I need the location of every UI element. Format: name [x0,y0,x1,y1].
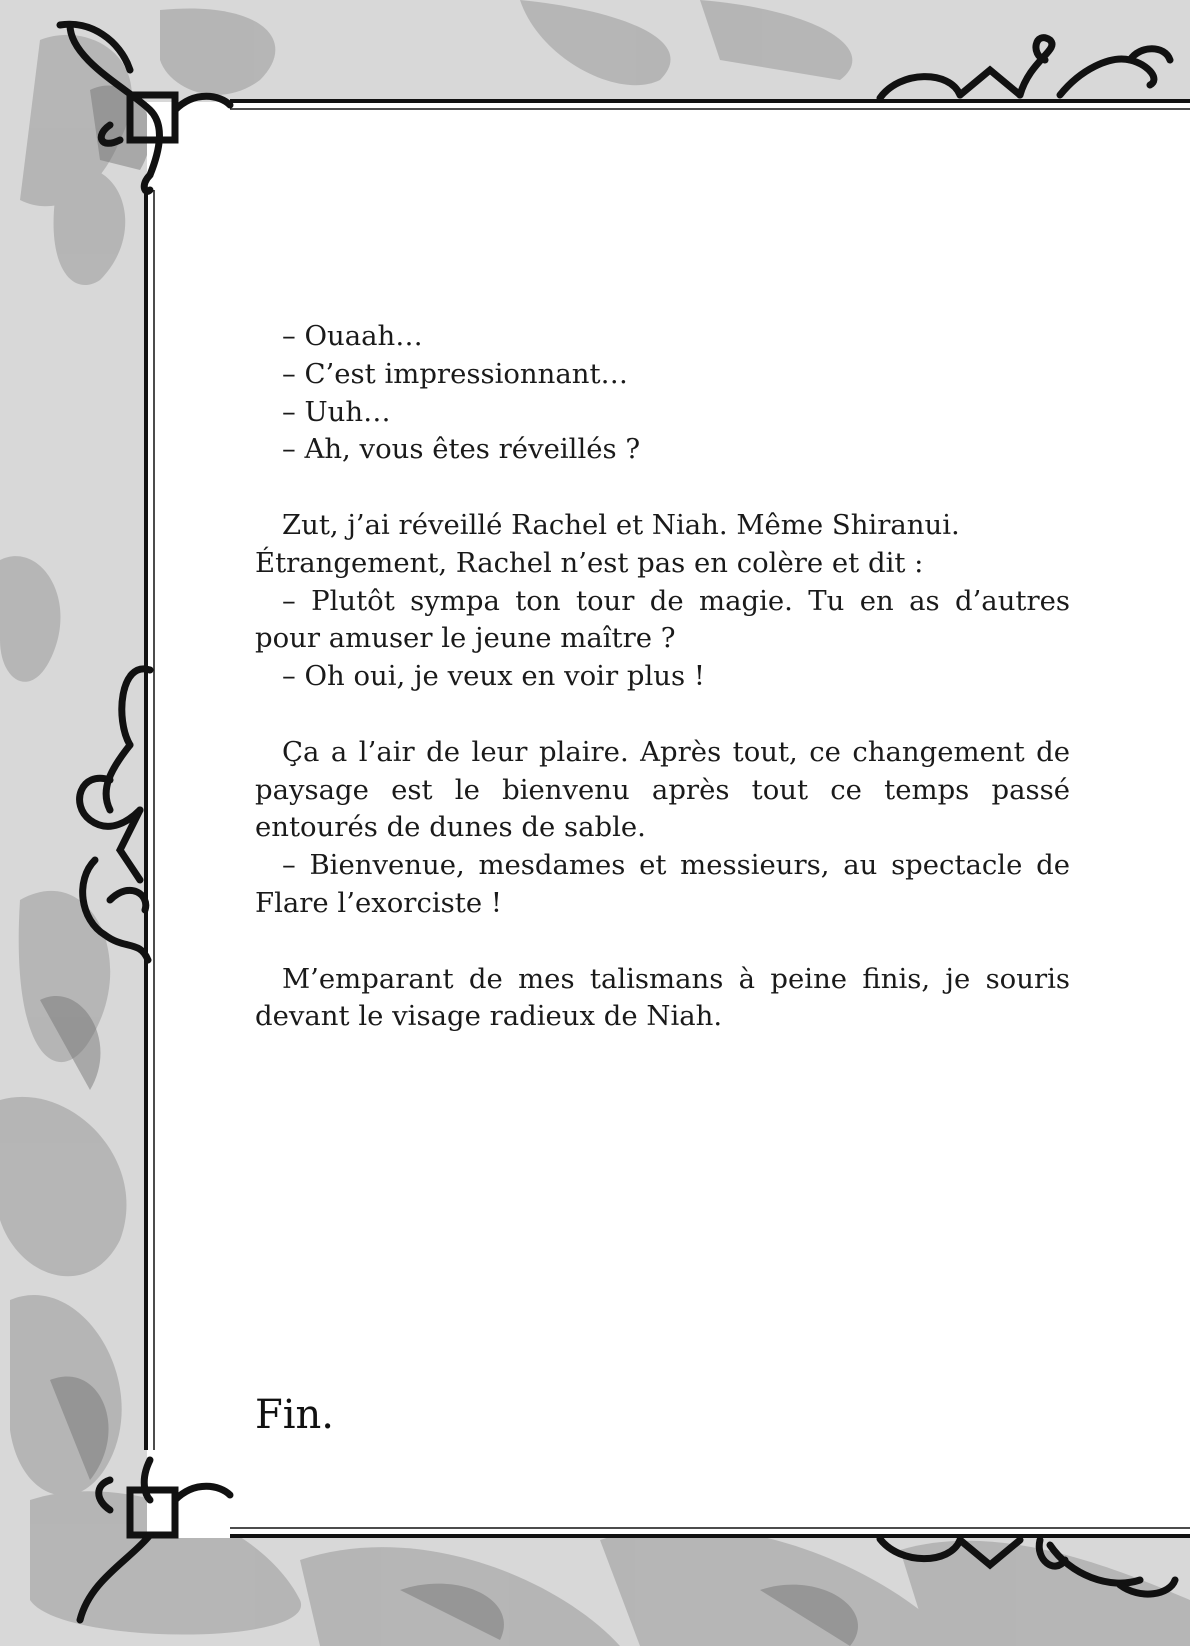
narration-line: Zut, j’ai réveillé Rachel et Niah. Même Shiranui. [282,508,960,541]
narration-line: Étrangement, Rachel n’est pas en colère et dit : [255,546,924,579]
ending-text: Fin. [255,1392,335,1438]
paragraph-gap [255,696,1070,734]
dialogue-line: – Ouaah… [282,320,423,352]
dialogue-line: – Ah, vous êtes réveillés ? [282,433,641,466]
paragraph-gap [255,469,1070,507]
narration-paragraph: M’emparant de mes talismans à peine finis, je souris devant le visage radieux de Niah. [255,962,1070,1033]
dialogue-line: – Plutôt sympa ton tour de magie. Tu en as d’autres pour amuser le jeune maître ? [255,584,1070,655]
paragraph-gap [255,923,1070,961]
dialogue-line: – C’est impressionnant… [282,357,629,390]
dialogue-line: – Uuh… [282,395,391,428]
dialogue-line: – Oh oui, je veux en voir plus ! [282,660,705,693]
story-text [255,318,1070,1036]
dialogue-line: – Bienvenue, mesdames et messieurs, au spectacle de Flare l’exorciste ! [255,849,1070,919]
narration-paragraph: Ça a l’air de leur plaire. Après tout, ce changement de paysage est le bienvenu après tout ce temps passé entourés de dunes de sable. [255,735,1070,844]
